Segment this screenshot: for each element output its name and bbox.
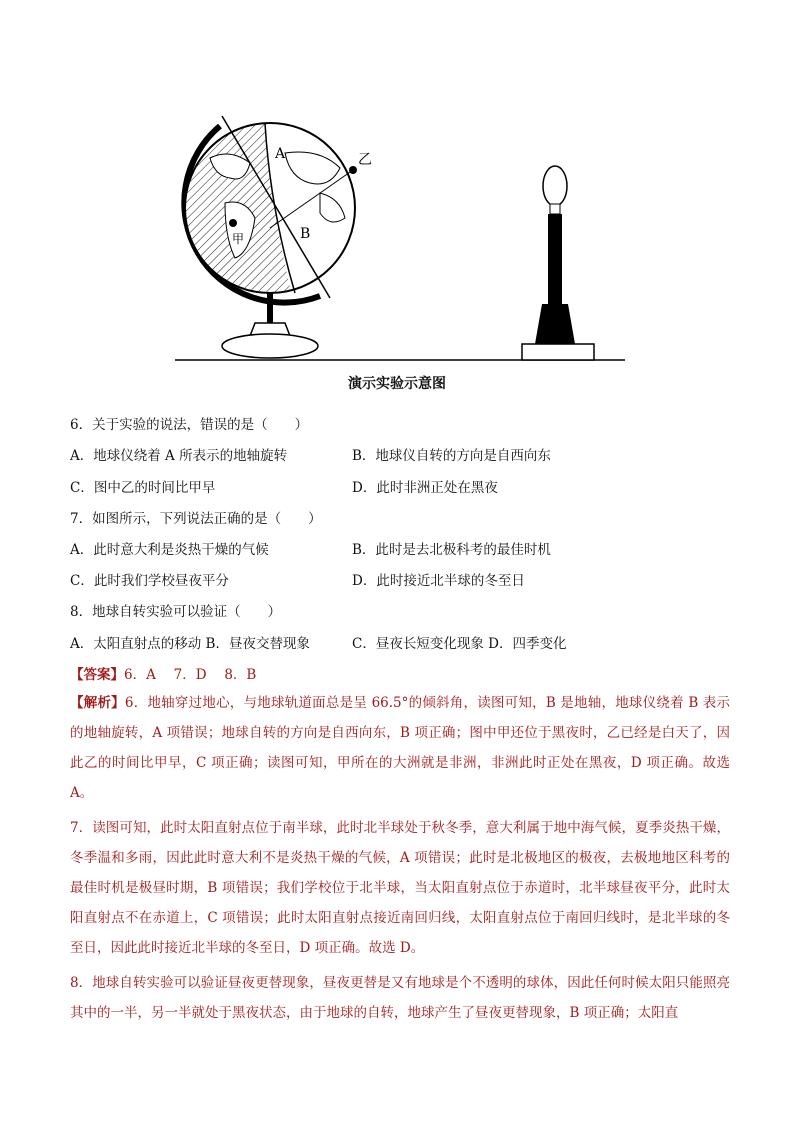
q6-option-b: B．地球仪自转的方向是自西向东 [352, 448, 551, 464]
label-a: A [275, 146, 286, 162]
q7-stem: 7．如图所示，下列说法正确的是（ ） [70, 511, 322, 527]
q7-option-c: C．此时我们学校昼夜平分 [70, 573, 229, 589]
label-yi: 乙 [358, 152, 372, 168]
analysis-q8: 8．地球自转实验可以验证昼夜更替现象，昼夜更替是又有地球是个不透明的球体，因此任何时候太阳只能照亮其中的一半，另一半就处于黑夜状态，由于地球的自转，地球产生了昼夜更替现象，B 项正确；太阳直 [70, 975, 730, 1021]
q6-option-a: A．地球仪绕着 A 所表示的地轴旋转 [70, 448, 288, 464]
point-yi [349, 166, 357, 174]
label-jia: 甲 [232, 232, 245, 246]
q8-option-ab: A．太阳直射点的移动 B．昼夜交替现象 [70, 636, 310, 652]
label-b: B [300, 226, 311, 242]
point-jia [229, 219, 237, 227]
q6-option-c: C．图中乙的时间比甲早 [70, 480, 216, 496]
figure-caption: 演示实验示意图 [348, 376, 446, 392]
analysis-q6-text: 6．地轴穿过地心，与地球轨道面总是呈 66.5°的倾斜角，读图可知，B 是地轴，地球仪绕着 B 表示的地轴旋转，A 项错误；地球自转的方向是自西向东，B 项正确；图中甲还位于黑夜时，乙已经是白天了，因此乙的时间比甲早，C 项正确；读图可知，甲所在的大洲就是非洲，非洲此时正处在黑夜，D 项正确。故选 A。 [70, 695, 731, 801]
bulb [543, 166, 567, 206]
q8-option-cd: C．昼夜长短变化现象 D．四季变化 [352, 636, 567, 652]
q8-stem: 8．地球自转实验可以验证（ ） [70, 604, 282, 620]
lamp-pole [548, 214, 562, 304]
answer-line [70, 663, 256, 683]
experiment-figure [170, 108, 630, 368]
answer-text: 6．A 7．D 8．B [124, 667, 257, 683]
analysis-tag: 【解析】 [70, 695, 125, 711]
globe-lamp-illustration [170, 108, 630, 368]
lamp-base [522, 344, 594, 360]
analysis-q7: 7．读图可知，此时太阳直射点位于南半球，此时北半球处于秋冬季，意大利属于地中海气候，夏季炎热干燥，冬季温和多雨，因此此时意大利不是炎热干燥的气候，A 项错误；此时是北极地区的极夜，去极地地区科考的最佳时机是极昼时期，B 项错误；我们学校位于北半球，当太阳直射点位于赤道时，北半球昼夜平分，此时太阳直射点不在赤道上，C 项错误；此时太阳直射点接近南回归线，太阳直射点位于南回归线时，是北半球的冬至日，因此此时接近北半球的冬至日，D 项正确。故选 D。 [70, 820, 730, 956]
q6-option-d: D．此时非洲正处在黑夜 [352, 480, 498, 496]
answer-tag: 【答案】 [70, 667, 124, 683]
q6-stem: 6．关于实验的说法，错误的是（ ） [70, 417, 309, 433]
globe-base [222, 334, 318, 358]
q7-option-b: B．此时是去北极科考的最佳时机 [352, 542, 551, 558]
analysis-q6 [70, 688, 730, 808]
q7-option-a: A．此时意大利是炎热干燥的气候 [70, 542, 269, 558]
q7-option-d: D．此时接近北半球的冬至日 [352, 573, 525, 589]
